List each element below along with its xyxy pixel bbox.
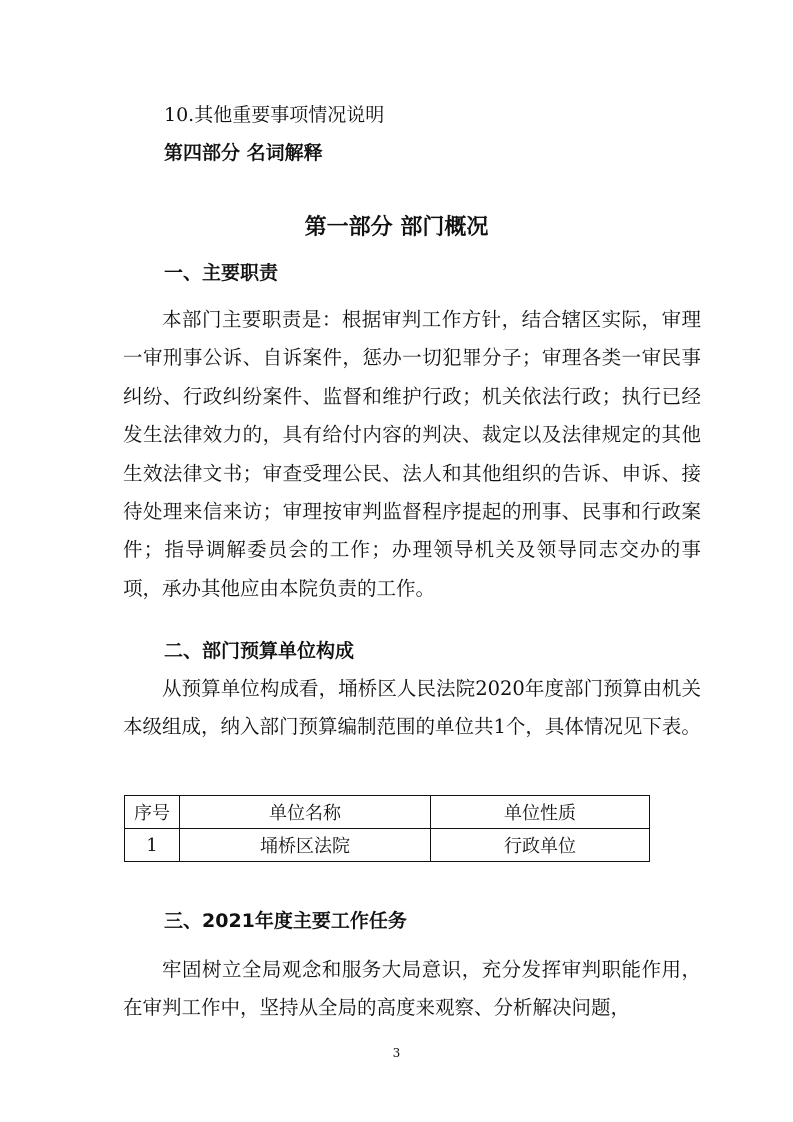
toc-item-10: 10.其他重要事项情况说明 — [164, 104, 385, 126]
table-header-row — [125, 796, 650, 829]
part-title: 第一部分 部门概况 — [304, 215, 489, 240]
section-heading-units: 二、部门预算单位构成 — [164, 640, 355, 662]
units-paragraph: 从预算单位构成看，埇桥区人民法院2020年度部门预算由机关本级组成，纳入部门预算编制范围的单位共1个，具体情况见下表。 — [123, 677, 701, 739]
page-number: 3 — [392, 1046, 401, 1060]
tasks-paragraph: 牢固树立全局观念和服务大局意识，充分发挥审判职能作用，在审判工作中，坚持从全局的高度来观察、分析解决问题， — [123, 958, 701, 1020]
unit-table — [124, 795, 650, 862]
toc-part-4: 第四部分 名词解释 — [164, 142, 323, 164]
section-heading-duties: 一、主要职责 — [164, 262, 279, 284]
duties-paragraph: 本部门主要职责是：根据审判工作方针，结合辖区实际，审理一审刑事公诉、自诉案件，惩办一切犯罪分子；审理各类一审民事纠纷、行政纠纷案件、监督和维护行政；机关依法行政；执行已经发生法律效力的，具有给付内容的判决、裁定以及法律规定的其他生效法律文书；审查受理公民、法人和其他组织的告诉、申诉、接待处理来信来访；审理按审判监督程序提起的刑事、民事和行政案件；指导调解委员会的工作；办理领导机关及领导同志交办的事项，承办其他应由本院负责的工作。 — [123, 308, 701, 600]
table-cell: 埇桥区法院 — [180, 829, 431, 862]
section-heading-tasks: 三、2021年度主要工作任务 — [164, 910, 407, 932]
table-row — [125, 829, 650, 862]
table-cell: 行政单位 — [431, 829, 650, 862]
table-header-cell: 序号 — [125, 796, 180, 829]
table-header-cell: 单位名称 — [180, 796, 431, 829]
table-header-cell: 单位性质 — [431, 796, 650, 829]
table-cell: 1 — [125, 829, 180, 862]
